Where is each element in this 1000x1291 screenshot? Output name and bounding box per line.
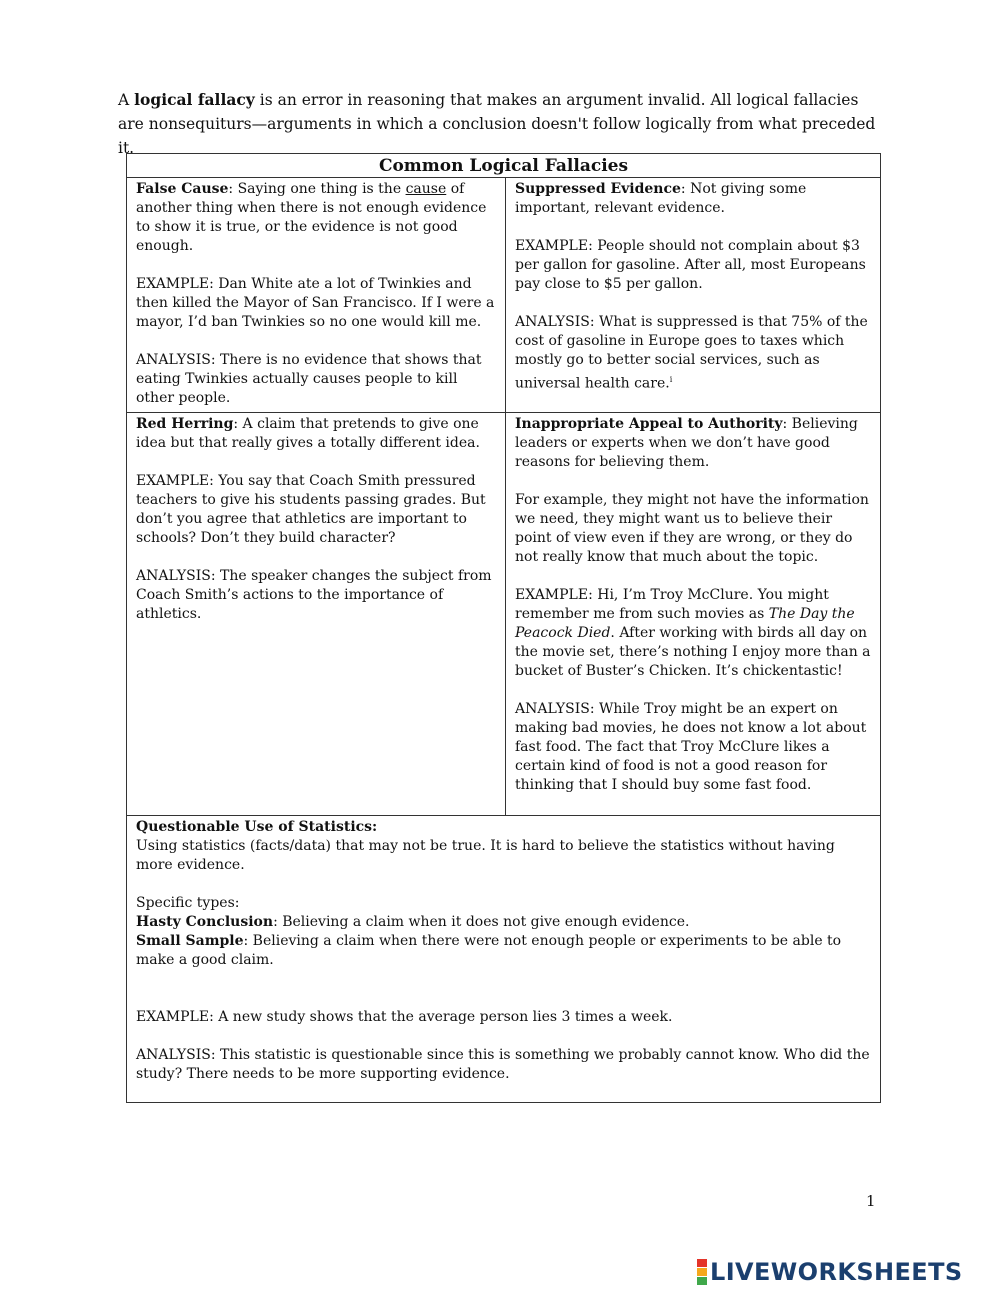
appeal-authority-note: For example, they might not have the information we need, they might want us to believe their point of view even if they are wrong, or they do not really know that much about the topic. (515, 492, 869, 565)
intro-paragraph (118, 88, 878, 160)
liveworksheets-logo (697, 1257, 963, 1287)
statistics-definition: Using statistics (facts/data) that may not be true. It is hard to believe the statistics without having more evidence. (136, 838, 835, 873)
statistics-types-heading: Specific types: (136, 895, 240, 911)
false-cause-underlined: cause (405, 181, 447, 197)
footnote-marker: i (669, 375, 673, 384)
red-herring-name: Red Herring (136, 416, 234, 432)
hasty-conclusion-def: : Believing a claim when it does not give enough evidence. (273, 914, 690, 930)
suppressed-evidence-name: Suppressed Evidence (515, 181, 681, 197)
table-title: Common Logical Fallacies (127, 154, 881, 178)
hasty-conclusion-name: Hasty Conclusion (136, 914, 274, 930)
page-number: 1 (866, 1192, 876, 1210)
appeal-authority-analysis: ANALYSIS: While Troy might be an expert on making bad movies, he does not know a lot about fast food. The fact that Troy McClure likes a certain kind of food is not a good reason for thinking that I should buy some fast food. (515, 701, 867, 793)
false-cause-name: False Cause (136, 181, 229, 197)
suppressed-evidence-cell (506, 178, 881, 413)
logo-blocks-icon (697, 1259, 707, 1286)
intro-text-start: A (118, 91, 135, 109)
red-herring-analysis: ANALYSIS: The speaker changes the subject from Coach Smith’s actions to the importance of athletics. (136, 568, 492, 622)
statistics-example: EXAMPLE: A new study shows that the average person lies 3 times a week. (136, 1009, 673, 1025)
appeal-authority-def: : Believing leaders or experts when we don’t have good reasons for believing them. (515, 416, 858, 470)
logo-block (697, 1259, 707, 1267)
intro-bold-term: logical fallacy (134, 90, 255, 109)
suppressed-evidence-example: EXAMPLE: People should not complain about $3 per gallon for gasoline. After all, most Europeans pay close to $5 per gallon. (515, 238, 866, 292)
appeal-authority-cell (506, 413, 881, 816)
logo-block (697, 1277, 707, 1285)
statistics-cell (127, 816, 881, 1103)
small-sample-def: : Believing a claim when there were not enough people or experiments to be able to make a good claim. (136, 933, 842, 968)
movie-title: The Day the Peacock Died (515, 606, 855, 641)
statistics-analysis: ANALYSIS: This statistic is questionable since this is something we probably cannot know. Who did the study? There needs to be more supporting evidence. (136, 1047, 870, 1082)
red-herring-example: EXAMPLE: You say that Coach Smith pressured teachers to give his students passing grades. But don’t you agree that athletics are important to schools? Don’t they build character? (136, 473, 486, 546)
false-cause-analysis: ANALYSIS: There is no evidence that shows that eating Twinkies actually causes people to kill other people. (136, 352, 482, 406)
suppressed-evidence-analysis: ANALYSIS: What is suppressed is that 75% of the cost of gasoline in Europe goes to taxes which mostly go to better social services, such as universal health care. (515, 314, 868, 392)
logo-block (697, 1268, 707, 1276)
fallacies-table (126, 153, 881, 1103)
appeal-authority-example-start: EXAMPLE: Hi, I’m Troy McClure. You might remember me from such movies as (515, 587, 829, 622)
suppressed-evidence-def: : Not giving some important, relevant evidence. (515, 181, 807, 216)
false-cause-cell (127, 178, 506, 413)
small-sample-name: Small Sample (136, 933, 244, 949)
intro-text-rest: is an error in reasoning that makes an argument invalid. All logical fallacies are nonsequiturs—arguments in which a conclusion doesn't follow logically from what preceded it. (118, 91, 876, 157)
appeal-authority-name: Inappropriate Appeal to Authority (515, 416, 783, 432)
false-cause-example: EXAMPLE: Dan White ate a lot of Twinkies and then killed the Mayor of San Francisco. If I were a mayor, I’d ban Twinkies so no one would kill me. (136, 276, 495, 330)
red-herring-cell (127, 413, 506, 816)
false-cause-def-end: of another thing when there is not enough evidence to show it is true, or the evidence is not good enough. (136, 181, 487, 254)
red-herring-def: : A claim that pretends to give one idea but that really gives a totally different idea. (136, 416, 480, 451)
false-cause-def-start: : Saying one thing is the (228, 181, 406, 197)
statistics-name: Questionable Use of Statistics: (136, 819, 378, 835)
logo-text: LIVEWORKSHEETS (710, 1258, 963, 1286)
appeal-authority-example-end: . After working with birds all day on the movie set, there’s nothing I enjoy more than a bucket of Buster’s Chicken. It’s chickentastic! (515, 625, 871, 679)
